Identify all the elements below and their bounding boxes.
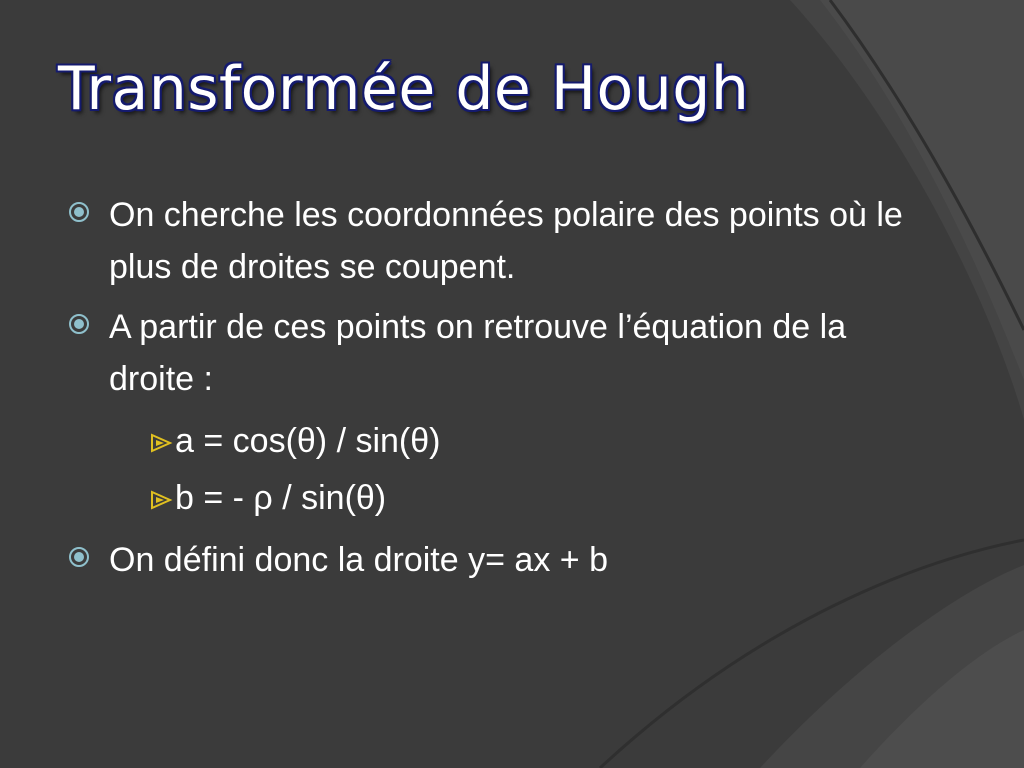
circle-bullet-icon [68, 313, 90, 335]
bullet-item [109, 534, 929, 586]
sub-bullet-item [150, 415, 850, 467]
bullet-text: On défini donc la droite y= ax + b [109, 541, 608, 579]
sub-bullet-text: b = - ρ / sin(θ) [175, 479, 387, 517]
circle-bullet-icon [68, 546, 90, 568]
circle-bullet-icon [68, 201, 90, 223]
bullet-item [109, 189, 929, 293]
arrow-bullet-icon [150, 489, 174, 511]
bullet-text: On cherche les coordonnées polaire des points où le plus de droites se coupent. [109, 196, 903, 286]
slide-title: Transformée de Hough [58, 54, 750, 124]
arrow-bullet-icon [150, 432, 174, 454]
sub-bullet-item [150, 472, 850, 524]
bullet-item [109, 301, 929, 405]
sub-bullet-text: a = cos(θ) / sin(θ) [175, 422, 441, 460]
bullet-text: A partir de ces points on retrouve l’équation de la droite : [109, 308, 847, 398]
